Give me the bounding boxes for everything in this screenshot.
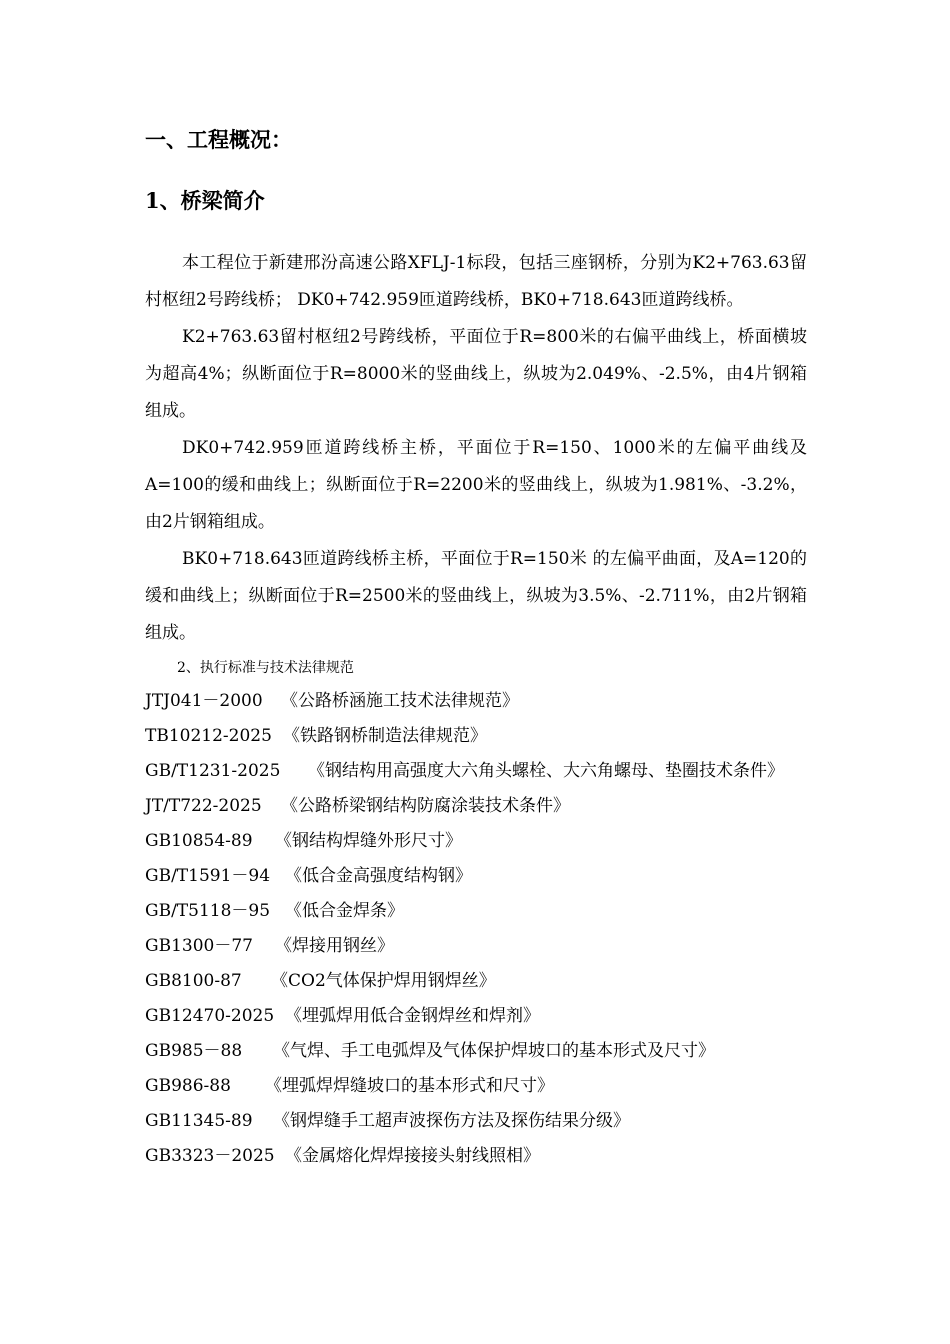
- standard-title: 《钢结构用高强度大六角头螺栓、大六角螺母、垫圈技术条件》: [308, 761, 784, 781]
- standards-list: [145, 684, 807, 1174]
- standard-code: GB8100-87: [145, 971, 242, 991]
- standard-item: [145, 719, 807, 754]
- standard-title: 《钢焊缝手工超声波探伤方法及探伤结果分级》: [273, 1111, 630, 1131]
- standard-title: 《钢结构焊缝外形尺寸》: [275, 831, 462, 851]
- standard-title: 《低合金高强度结构钢》: [285, 866, 472, 886]
- standard-item: [145, 999, 807, 1034]
- standard-item: [145, 894, 807, 929]
- standards-heading: 2、执行标准与技术法律规范: [177, 660, 354, 676]
- standard-item: [145, 964, 807, 999]
- paragraph-bridge-dk0: DK0+742.959匝道跨线桥主桥，平面位于R=150、1000米的左偏平曲线及A=100的缓和曲线上；纵断面位于R=2200米的竖曲线上，纵坡为1.981%、-3.2%，由2片钢箱组成。: [145, 438, 807, 532]
- standard-title: 《气焊、手工电弧焊及气体保护焊坡口的基本形式及尺寸》: [273, 1041, 715, 1061]
- standard-title: 《公路桥梁钢结构防腐涂装技术条件》: [281, 796, 570, 816]
- paragraph-bridge-k2: K2+763.63留村枢纽2号跨线桥，平面位于R=800米的右偏平曲线上，桥面横坡为超高4%；纵断面位于R=8000米的竖曲线上，纵坡为2.049%、-2.5%，由4片钢箱组成。: [145, 327, 807, 421]
- standard-code: GB10854-89: [145, 831, 253, 851]
- standard-item: [145, 684, 807, 719]
- section-heading: 一、工程概况：: [145, 127, 292, 152]
- standard-title: 《低合金焊条》: [285, 901, 404, 921]
- standard-item: [145, 754, 807, 789]
- standard-code: GB3323－2025: [145, 1146, 275, 1166]
- standard-item: [145, 824, 807, 859]
- standard-title: 《埋弧焊用低合金钢焊丝和焊剂》: [285, 1006, 540, 1026]
- subsection-heading: 1、桥梁简介: [145, 188, 265, 213]
- standard-title: 《公路桥涵施工技术法律规范》: [281, 691, 519, 711]
- paragraph-intro: 本工程位于新建邢汾高速公路XFLJ-1标段，包括三座钢桥，分别为K2+763.63留村枢纽2号跨线桥； DK0+742.959匝道跨线桥，BK0+718.643匝道跨线桥。: [145, 253, 807, 310]
- standard-title: 《铁路钢桥制造法律规范》: [283, 726, 487, 746]
- standard-code: GB/T1231-2025: [145, 761, 281, 781]
- standard-title: 《埋弧焊焊缝坡口的基本形式和尺寸》: [265, 1076, 554, 1096]
- standard-code: JTJ041－2000: [145, 691, 263, 711]
- standard-code: GB986-88: [145, 1076, 231, 1096]
- standard-item: [145, 1069, 807, 1104]
- standard-item: [145, 929, 807, 964]
- standard-title: 《金属熔化焊焊接接头射线照相》: [285, 1146, 540, 1166]
- standard-title: 《CO2气体保护焊用钢焊丝》: [271, 971, 496, 991]
- standard-item: [145, 859, 807, 894]
- standard-item: [145, 1139, 807, 1174]
- standard-item: [145, 1104, 807, 1139]
- paragraph-bridge-bk0: BK0+718.643匝道跨线桥主桥，平面位于R=150米 的左偏平曲面，及A=120的缓和曲线上；纵断面位于R=2500米的竖曲线上，纵坡为3.5%、-2.711%，由2片钢箱组成。: [145, 549, 807, 643]
- standard-code: JT/T722-2025: [145, 796, 262, 816]
- standard-title: 《焊接用钢丝》: [275, 936, 394, 956]
- standard-code: GB/T5118－95: [145, 901, 271, 921]
- standard-code: GB/T1591－94: [145, 866, 271, 886]
- standard-code: GB985－88: [145, 1041, 243, 1061]
- document-body: [145, 245, 807, 1174]
- standard-item: [145, 1034, 807, 1069]
- standard-code: GB12470-2025: [145, 1006, 275, 1026]
- standard-code: GB11345-89: [145, 1111, 253, 1131]
- standard-code: TB10212-2025: [145, 726, 272, 746]
- standard-code: GB1300－77: [145, 936, 253, 956]
- standard-item: [145, 789, 807, 824]
